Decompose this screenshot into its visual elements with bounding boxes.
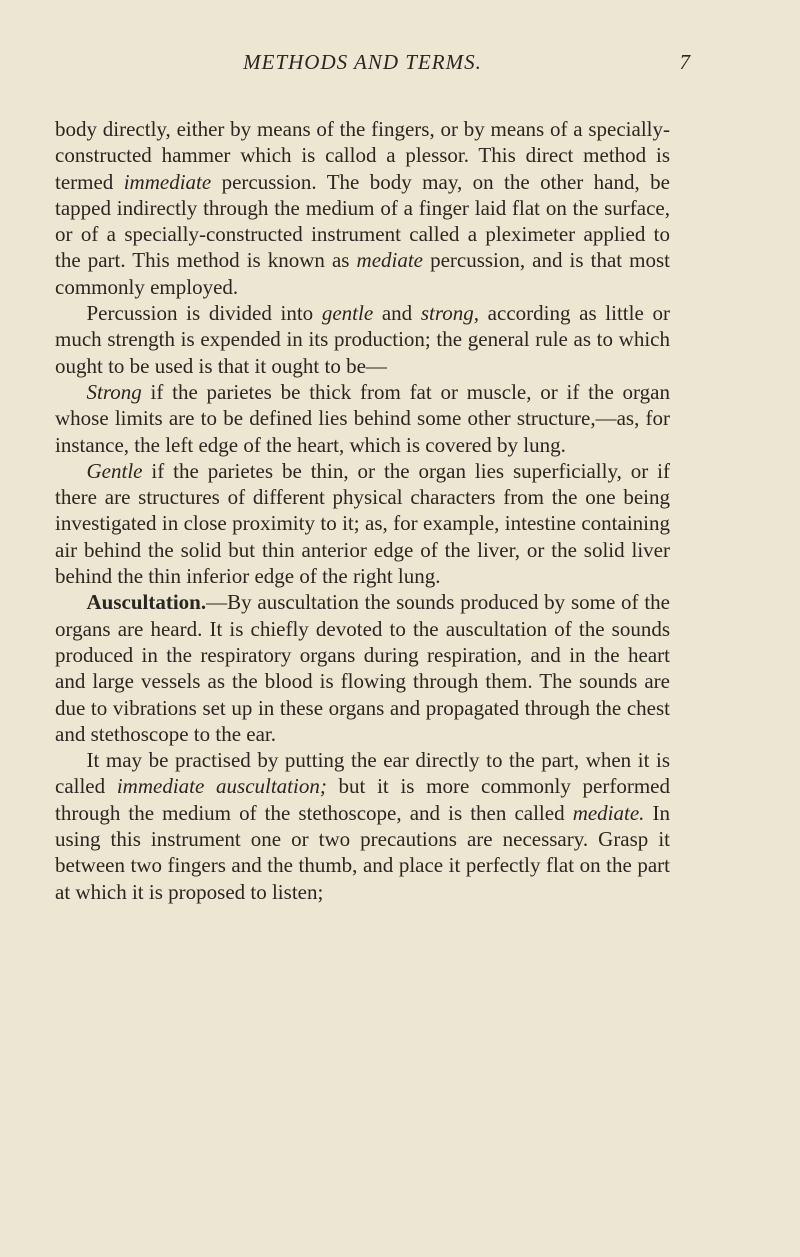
italic-term: strong, [420, 301, 479, 326]
paragraph-1 [55, 116, 670, 300]
italic-term: mediate [356, 248, 424, 273]
text-run: In using this instrument one or two precautions are necessary. Grasp it between two fingers and the thumb, and place it perfectly flat on the part at which it is proposed to listen; [55, 800, 671, 904]
italic-term: mediate. [572, 800, 645, 825]
text-run: but it is more commonly performed through the medium of the stethoscope, and is then called [55, 774, 670, 825]
paragraph-6 [55, 747, 670, 905]
body-text [55, 116, 670, 905]
italic-term: gentle [321, 301, 374, 326]
text-run: percussion. The body may, on the other hand, be tapped indirectly through the medium of a finger laid flat on the surface, or of a specially-constructed instrument called a pleximeter applied to the part. This method is known as [55, 169, 670, 273]
text-run: —By auscultation the sounds produced by some of the organs are heard. It is chiefly devoted to the auscultation of the sounds produced in the respiratory organs during respiration, and in the heart and large vessels as the blood is flowing through them. The sounds are due to vibrations set up in these organs and propagated through the chest and stethoscope to the ear. [55, 590, 670, 746]
paragraph-5 [55, 589, 670, 747]
italic-term: Gentle [86, 458, 143, 483]
text-run: body directly, either by means of the fingers, or by means of a specially-constructed hammer which is callod a plessor. This direct method is termed [55, 117, 670, 194]
page-number: 7 [679, 50, 690, 74]
running-head [55, 50, 690, 90]
text-run: if the parietes be thin, or the organ lies superficially, or if there are structures of different physical characters from the one being investigated in close proximity to it; as, for example, intestine containing air behind the solid but thin anterior edge of the liver, or the solid liver behind the thin inferior edge of the right lung. [55, 458, 670, 589]
italic-term: Strong [86, 379, 142, 404]
italic-term: immediate auscultation; [116, 774, 327, 799]
paragraph-4 [55, 458, 670, 589]
text-run: according as little or much strength is expended in its production; the general rule as to which ought to be used is that it ought to be— [55, 301, 670, 378]
text-run: It may be practised by putting the ear directly to the part, when it is called [55, 748, 670, 799]
running-title: METHODS AND TERMS. [243, 50, 482, 74]
text-run: Percussion is divided into [86, 301, 322, 326]
text-run: and [373, 301, 421, 326]
section-heading: Auscultation. [86, 590, 207, 615]
paragraph-3 [55, 379, 670, 458]
italic-term: immediate [123, 169, 212, 194]
paragraph-2 [55, 300, 670, 379]
text-run: percussion, and is that most commonly employed. [55, 248, 670, 299]
text-run: if the parietes be thick from fat or muscle, or if the organ whose limits are to be defined lies behind some other structure,—as, for instance, the left edge of the heart, which is covered by lung. [55, 379, 670, 457]
